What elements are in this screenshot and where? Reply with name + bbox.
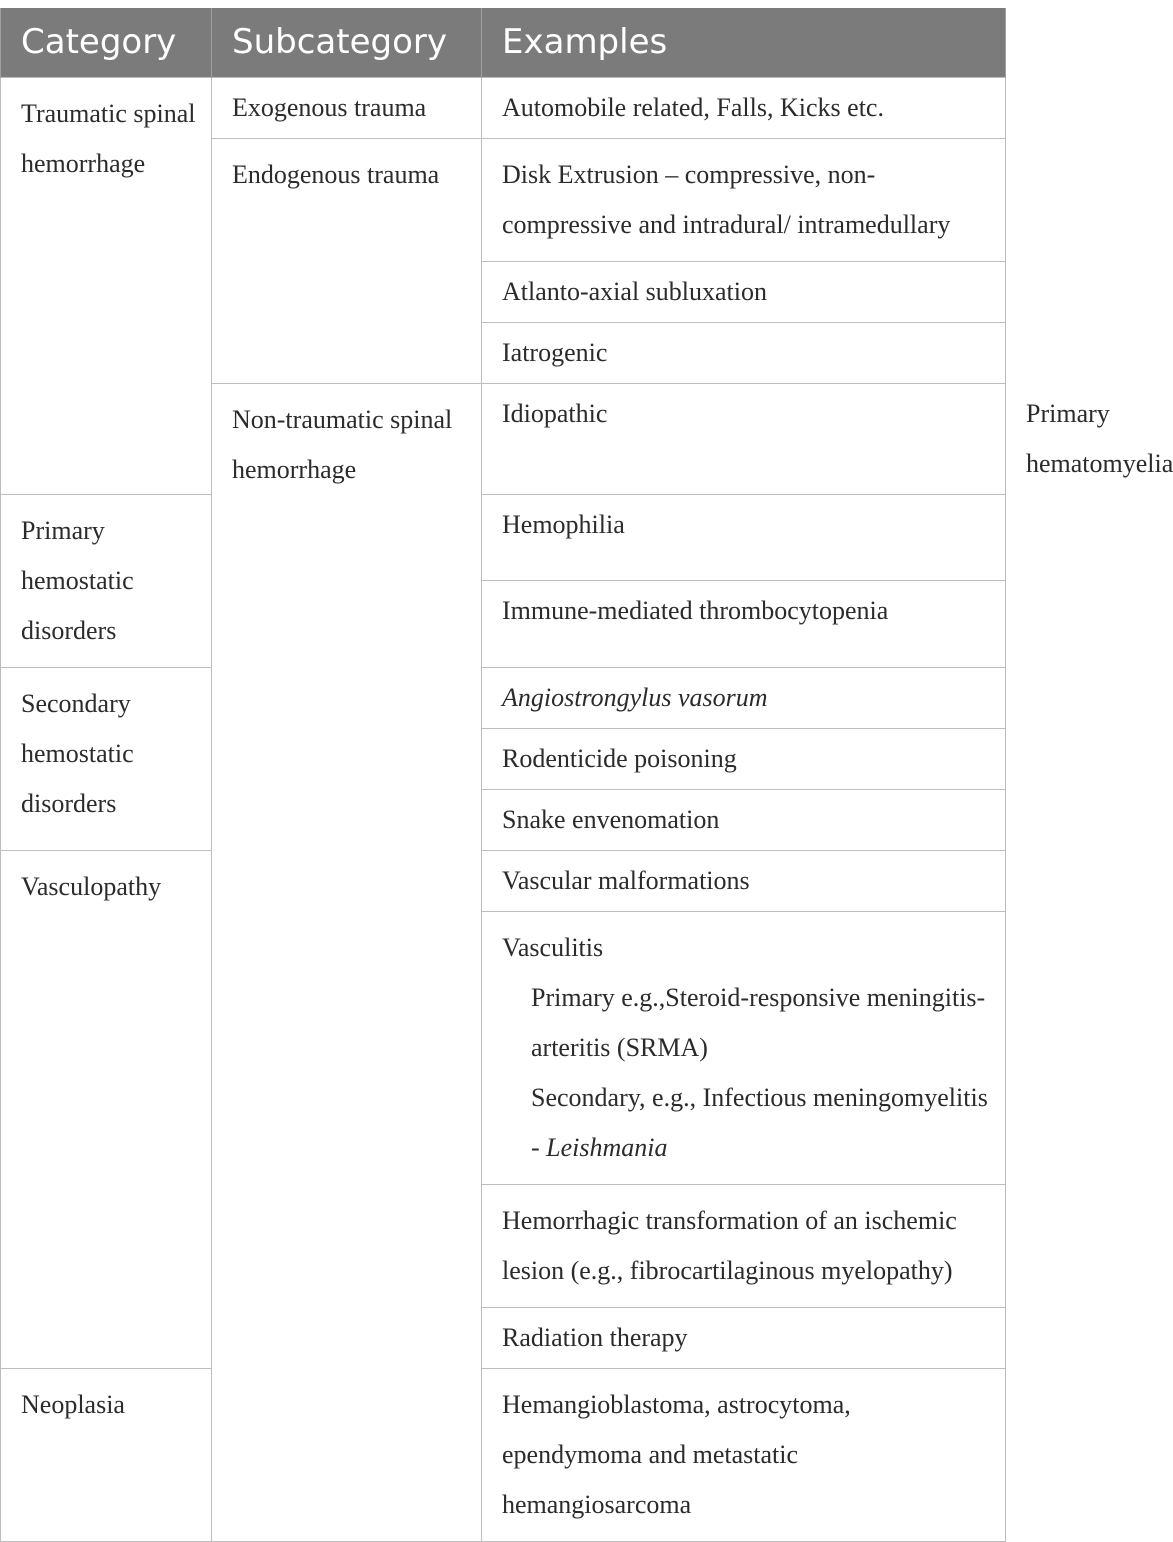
example-cell: Vascular malformations — [482, 850, 1006, 911]
header-subcategory: Subcategory — [212, 8, 482, 77]
category-cell: Traumatic spinal hemorrhage — [1, 77, 212, 494]
example-cell: Rodenticide poisoning — [482, 728, 1006, 789]
table-row — [1, 77, 1006, 138]
table-row — [1, 494, 1006, 581]
subcategory-cell: Secondary hemostatic disorders — [1, 667, 212, 850]
example-cell: Disk Extrusion – compressive, non-compressive and intradural/ intramedullary — [482, 138, 1006, 261]
species-name: Angiostrongylus vasorum — [502, 682, 768, 712]
example-cell — [482, 911, 1006, 1184]
subcategory-cell: Primary hemostatic disorders — [1, 494, 212, 667]
subcategory-cell: Neoplasia — [1, 1368, 212, 1541]
example-cell — [482, 667, 1006, 728]
example-cell: Hemophilia — [482, 494, 1006, 581]
vasculitis-title: Vasculitis — [502, 932, 604, 962]
table-row — [1, 850, 1006, 911]
classification-table — [0, 8, 1173, 1542]
table-row: Non-traumatic spinal hemorrhage Idiopathic Primary hematomyelia — [1, 383, 1006, 494]
header-row — [1, 8, 1006, 77]
table-row — [1, 667, 1006, 728]
example-cell: Automobile related, Falls, Kicks etc. — [482, 77, 1006, 138]
header-category: Category — [1, 8, 212, 77]
example-cell: Atlanto-axial subluxation — [482, 261, 1006, 322]
category-cell: Non-traumatic spinal hemorrhage — [212, 383, 482, 1541]
header-examples: Examples — [482, 8, 1006, 77]
subcategory-cell: Exogenous trauma — [212, 77, 482, 138]
table-row — [1, 1368, 1006, 1541]
vasculitis-secondary-text: Secondary, e.g., Infectious meningomyelitis - — [531, 1082, 988, 1162]
vasculitis-secondary — [502, 1073, 993, 1173]
vasculitis-primary: Primary e.g.,Steroid-responsive meningitis-arteritis (SRMA) — [531, 982, 986, 1062]
example-cell: Hemorrhagic transformation of an ischemic lesion (e.g., fibrocartilaginous myelopathy) — [482, 1184, 1006, 1307]
example-cell: Iatrogenic — [482, 322, 1006, 383]
example-cell: Immune-mediated thrombocytopenia — [482, 581, 1006, 668]
subcategory-cell: Idiopathic — [482, 383, 1006, 494]
species-name: Leishmania — [546, 1132, 668, 1162]
example-cell: Snake envenomation — [482, 789, 1006, 850]
example-cell: Hemangioblastoma, astrocytoma, ependymoma and metastatic hemangiosarcoma — [482, 1368, 1006, 1541]
example-cell: Radiation therapy — [482, 1307, 1006, 1368]
subcategory-cell: Endogenous trauma — [212, 138, 482, 383]
subcategory-cell: Vasculopathy — [1, 850, 212, 1368]
